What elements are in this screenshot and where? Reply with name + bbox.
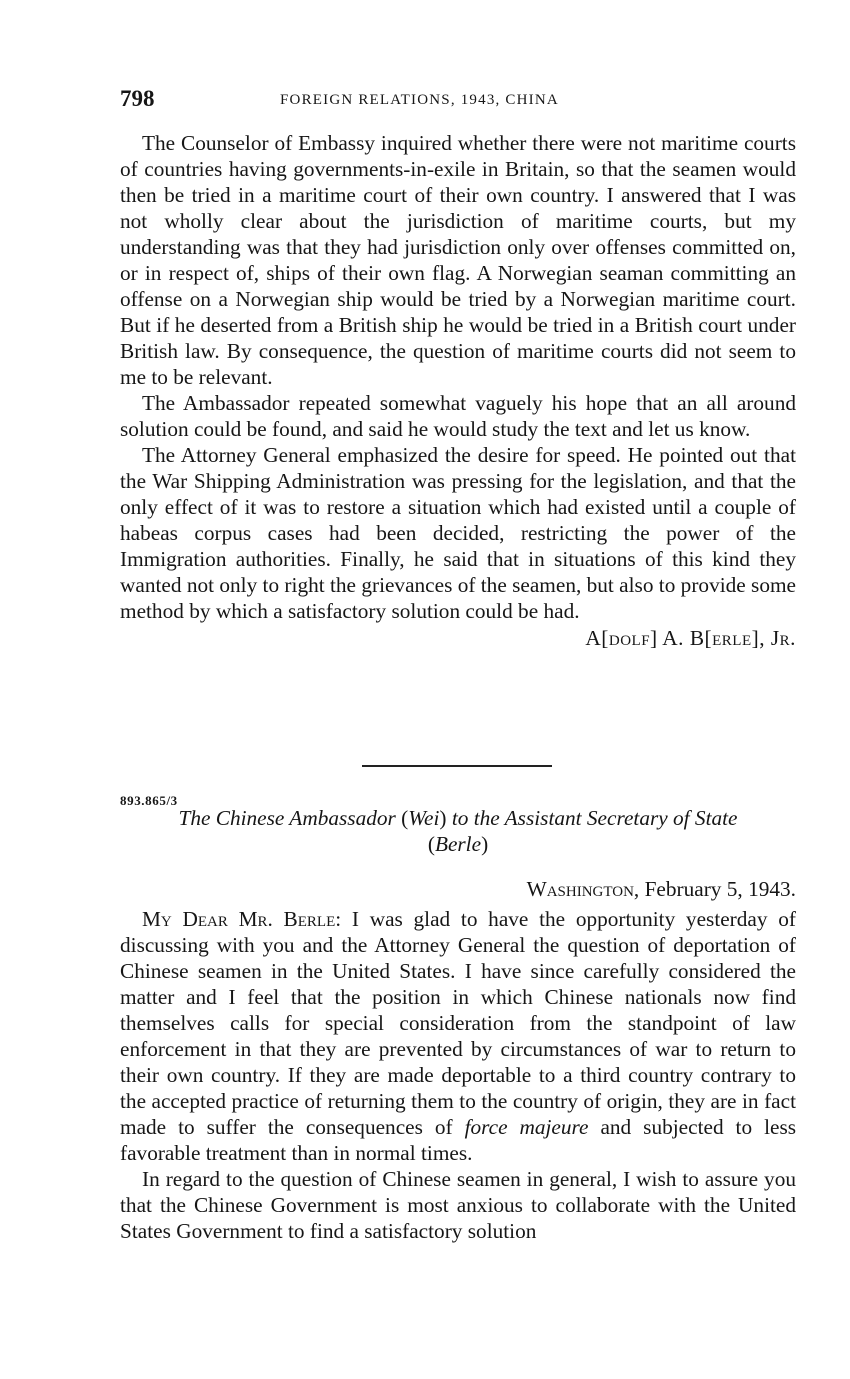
page-number: 798	[120, 86, 155, 111]
memo-text	[120, 130, 796, 651]
letter-text	[120, 906, 796, 1244]
running-head: FOREIGN RELATIONS, 1943, CHINA	[280, 92, 559, 108]
page-header	[120, 86, 796, 120]
document-heading	[120, 805, 796, 857]
dateline-date: , February 5, 1943.	[633, 877, 796, 901]
signature-part: erle	[712, 626, 752, 650]
dateline	[120, 877, 796, 902]
memo-paragraph-2: The Ambassador repeated somewhat vaguely his hope that an all around solution could be found, and said he would study the text and let us know.	[120, 391, 796, 441]
signature-part: r	[779, 626, 791, 650]
signature-part: ] A. B[	[650, 626, 713, 650]
signature-part: ], J	[751, 626, 780, 650]
letter-text-run: and subjected to less favorable treatment than in normal times.	[120, 1115, 797, 1165]
salutation: My Dear Mr. Berle:	[142, 907, 342, 931]
heading-paren: )	[481, 832, 489, 856]
letter-text-run: I was glad to have the opportunity yesterday of discussing with you and the Attorney General the question of deportation of Chinese seamen in the United States. I have since carefully considered the matter and I feel that the position in which Chinese nationals now find themselves calls for special consideration from the standpoint of law enforcement in that they are prevented by circumstances of war to return to their own country. If they are made deportable to a third country contrary to the accepted practice of returning them to the country of origin, they are in fact made to suffer the consequences of	[120, 907, 796, 1139]
heading-sender-name: Wei	[408, 806, 440, 830]
letter-italic-phrase: force majeure	[464, 1115, 589, 1139]
memo-paragraph-3: The Attorney General emphasized the desire for speed. He pointed out that the War Shipping Administration was pressing for the legislation, and that the only effect of it was to restore a situation which had existed until a couple of habeas corpus cases had been decided, restricting the power of the Immigration authorities. Finally, he said that in situations of this kind they wanted not only to right the grievances of the seamen, but also to provide some method by which a satisfactory solution could be had.	[120, 443, 797, 623]
heading-part: to the Assistant Secretary of State	[451, 806, 738, 830]
heading-paren: )	[439, 806, 447, 830]
heading-part: The Chinese Ambassador	[178, 806, 396, 830]
letter-paragraph-1	[120, 906, 796, 1166]
heading-paren: (	[427, 832, 435, 856]
memo-paragraph-1: The Counselor of Embassy inquired whether there were not maritime courts of countries having governments-in-exile in Britain, so that the seamen would then be tried in a maritime court of their own country. I answered that I was not wholly clear about the jurisdiction of maritime courts, but my understanding was that they had jurisdiction only over offenses committed on, or in respect of, ships of their own flag. A Norwegian seaman committing an offense on a Norwegian ship would be tried by a Norwegian maritime court. But if he deserted from a British ship he would be tried in a British court under British law. By consequence, the question of maritime courts did not seem to me to be relevant.	[120, 131, 796, 389]
signature-part: dolf	[608, 626, 651, 650]
dateline-place: Washington	[526, 877, 634, 901]
letter-paragraph-2: In regard to the question of Chinese seamen in general, I wish to assure you that the Chinese Government is most anxious to collaborate with the United States Government to find a satisfactory solution	[120, 1167, 796, 1243]
memo-signature	[120, 625, 796, 651]
signature-part: .	[790, 626, 796, 650]
heading-paren: (	[401, 806, 409, 830]
file-number: 893.865/3	[120, 793, 178, 808]
heading-recipient-name: Berle	[434, 832, 482, 856]
section-divider	[362, 765, 552, 767]
signature-part: A[	[585, 626, 609, 650]
